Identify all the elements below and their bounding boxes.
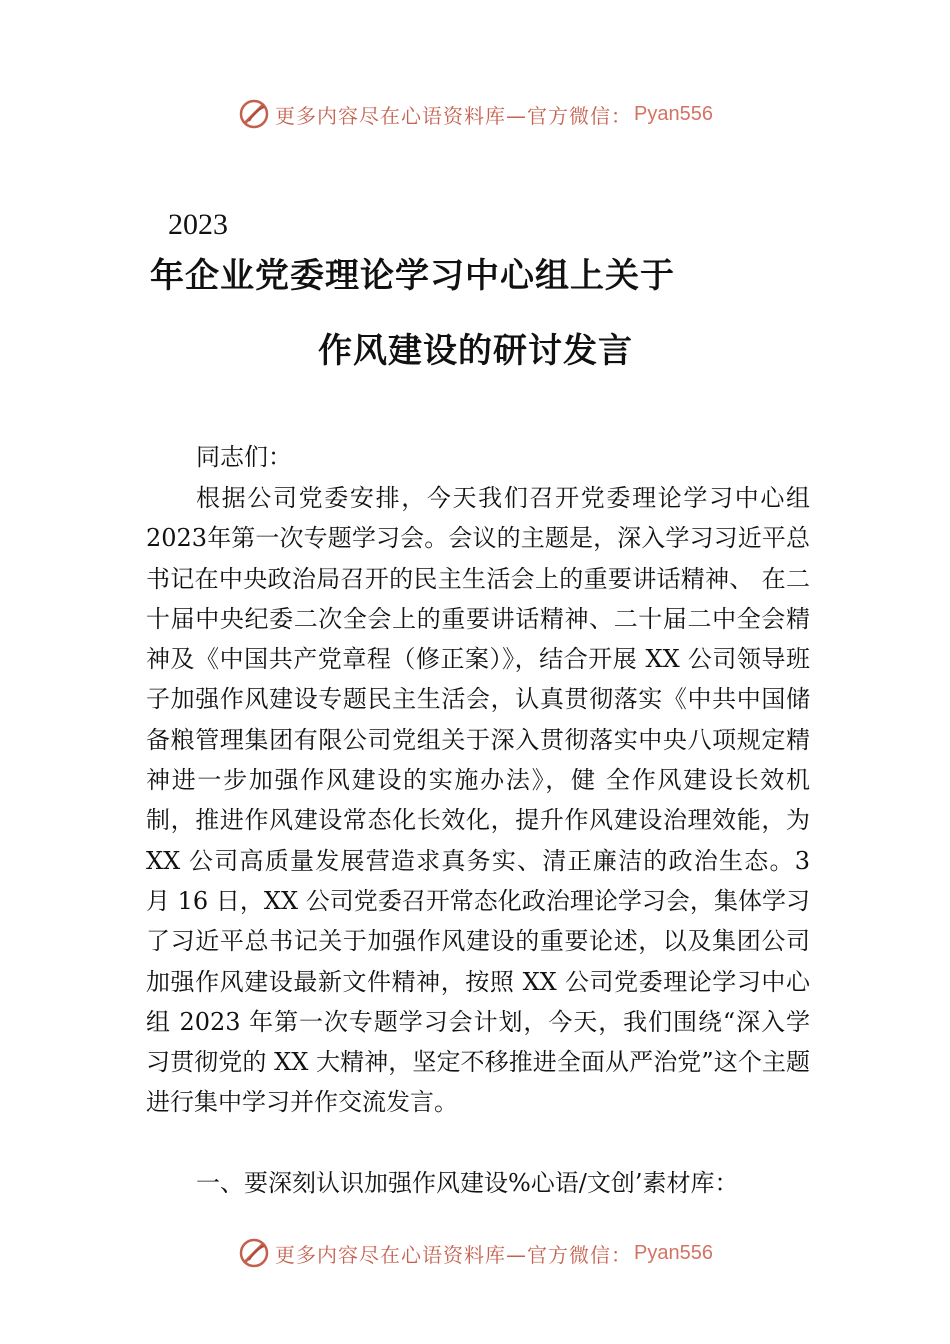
salutation: 同志们： — [196, 443, 292, 471]
banner-text: 更多内容尽在心语资料库—官方微信： — [275, 1242, 633, 1267]
section-heading: 一、要深刻认识加强作风建设%心语/文创’素材库： — [196, 1169, 739, 1197]
footer-watermark-banner — [0, 1233, 950, 1273]
brush-logo-icon — [237, 97, 271, 131]
banner-wechat-id: Pyan556 — [634, 102, 713, 125]
title-line-2: 作风建设的研讨发言 — [318, 331, 633, 371]
header-watermark-banner — [0, 94, 950, 134]
title-year: 2023 — [168, 208, 228, 241]
brush-logo-icon — [237, 1236, 271, 1270]
body-paragraph: 根据公司党委安排，今天我们召开党委理论学习中心组2023年第一次专题学习会。会议的主题是，深入学习习近平总书记在中央政治局召开的民主生活会上的重要讲话精神、 在二十届中央纪委二次全会上的重要讲话精神、二十届二中全会精神及《中国共产党章程（修正案）》，结合开展 XX 公司领导班子加强作风建设专题民主生活会，认真贯彻落实《中共中国储备粮管理集团有限公司党组关于深入贯彻落实中央八项规定精神进一步加强作风建设的实施办法》，健 全作风建设长效机制，推进作风建设常态化长效化，提升作风建设治理效能，为 XX 公司高质量发展营造求真务实、清正廉洁的政治生态。3 月 16 日，XX 公司党委召开常态化政治理论学习会，集体学习了习近平总书记关于加强作风建设的重要论述，以及集团公司加强作风建设最新文件精神，按照 XX 公司党委理论学习中心组 2023 年第一次专题学习会计划，今天，我们围绕“深入学习贯彻党的 XX 大精神，坚定不移推进全面从严治党”这个主题进行集中学习并作交流发言。 — [146, 484, 810, 1117]
title-line-1: 年企业党委理论学习中心组上关于 — [150, 256, 675, 296]
banner-text: 更多内容尽在心语资料库—官方微信： — [275, 103, 633, 128]
banner-wechat-id: Pyan556 — [634, 1241, 713, 1264]
